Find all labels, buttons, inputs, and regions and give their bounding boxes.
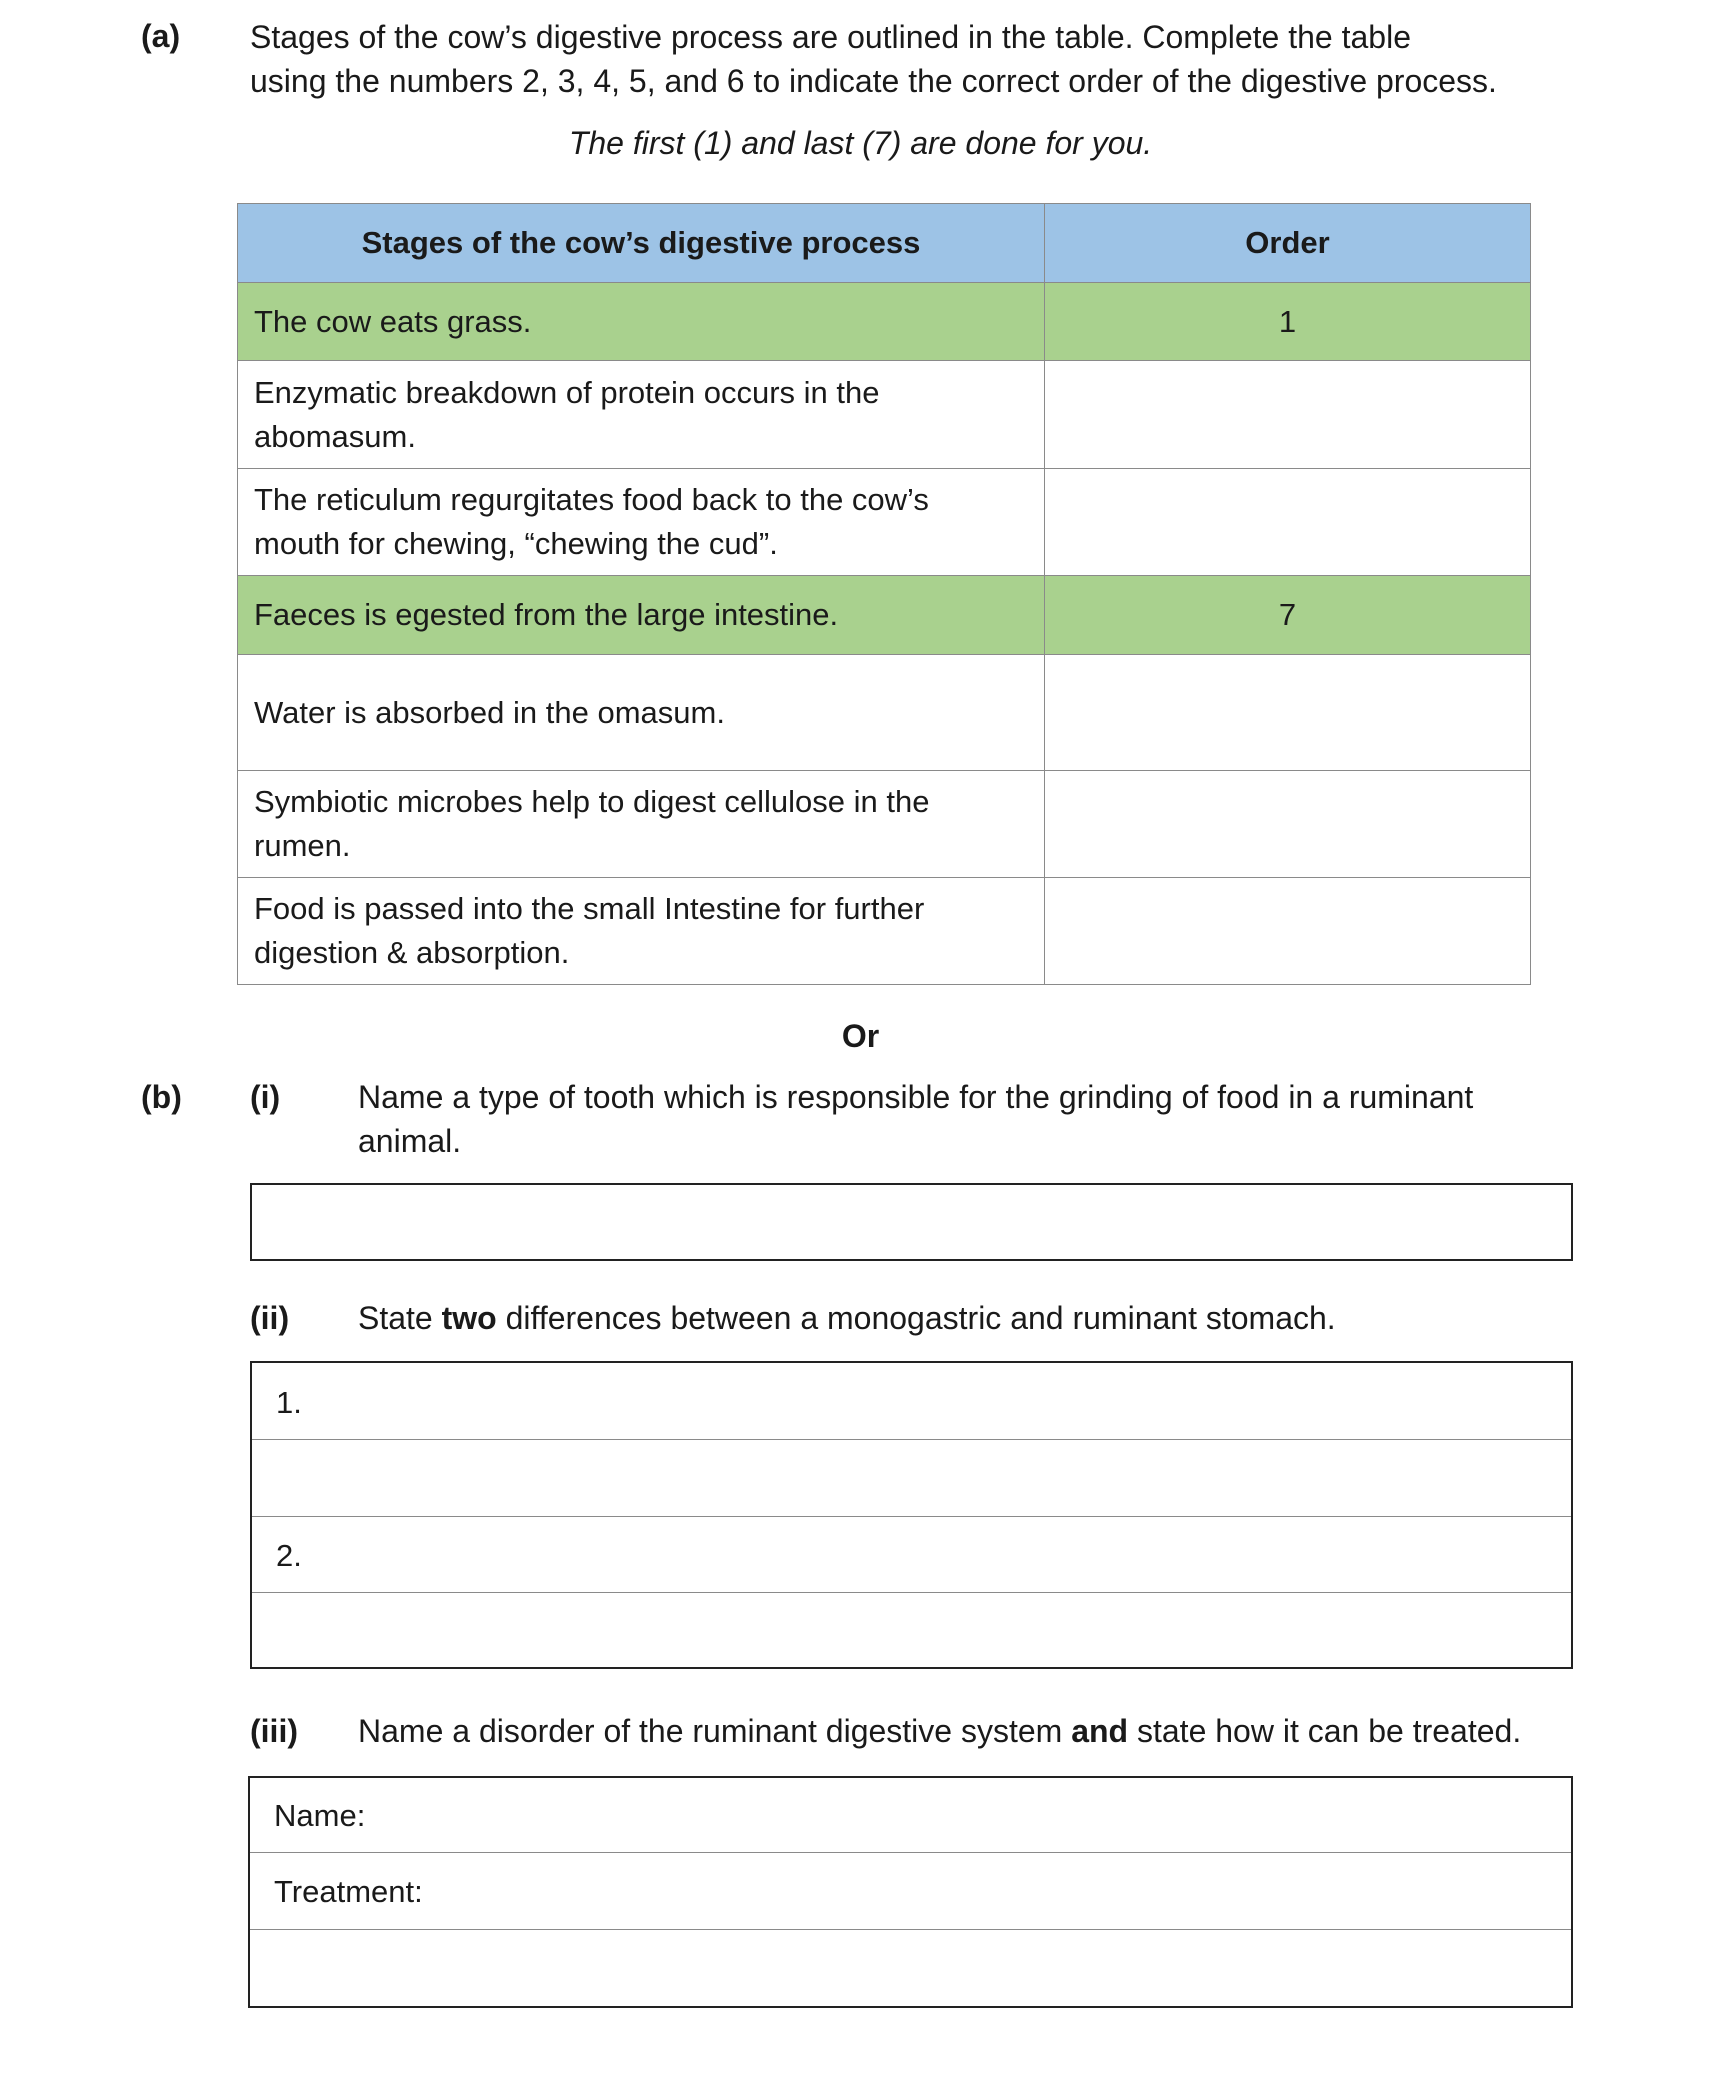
stage-cell <box>238 878 1045 985</box>
question-i-text-line2: animal. <box>358 1123 462 1159</box>
part-a-note: The first (1) and last (7) are done for you. <box>568 125 1153 161</box>
table-row <box>238 469 1531 576</box>
stage-cell <box>238 361 1045 469</box>
stage-cell <box>238 469 1045 576</box>
table-row <box>238 771 1531 878</box>
stages-table <box>237 203 1531 985</box>
answer-row-divider <box>250 1852 1571 1853</box>
question-iii-text-bold: and <box>1071 1713 1129 1749</box>
answer-box-i[interactable] <box>250 1183 1573 1261</box>
name-label: Name: <box>274 1798 366 1833</box>
treatment-label: Treatment: <box>274 1874 423 1909</box>
or-label: Or <box>841 1018 880 1054</box>
answer-row-divider <box>252 1439 1571 1440</box>
order-cell: 7 <box>1045 576 1531 655</box>
question-i-label: (i) <box>250 1079 281 1115</box>
part-b-label: (b) <box>141 1079 182 1115</box>
stage-text: Faeces is egested from the large intestine. <box>254 597 839 632</box>
stage-cell <box>238 655 1045 771</box>
table-row <box>238 576 1531 655</box>
question-i-text-line1: Name a type of tooth which is responsible for the grinding of food in a ruminant <box>358 1079 1474 1115</box>
stage-cell <box>238 576 1045 655</box>
order-answer-cell[interactable] <box>1045 771 1531 878</box>
question-ii-text-bold: two <box>441 1300 497 1336</box>
answer-row-divider <box>252 1516 1571 1517</box>
part-a-instruction-line1: Stages of the cow’s digestive process are outlined in the table. Complete the table <box>250 19 1411 55</box>
answer-row-divider <box>250 1929 1571 1930</box>
question-ii-text <box>358 1296 1336 1340</box>
order-answer-cell[interactable] <box>1045 878 1531 985</box>
stage-text: abomasum. <box>254 418 416 454</box>
question-iii-text-after: state how it can be treated. <box>1128 1713 1522 1749</box>
stage-text: mouth for chewing, “chewing the cud”. <box>254 526 778 561</box>
question-ii-text-after: differences between a monogastric and ruminant stomach. <box>496 1300 1336 1336</box>
stage-text: Symbiotic microbes help to digest cellulose in the <box>254 784 930 819</box>
question-iii-text <box>358 1709 1521 1753</box>
table-row <box>238 283 1531 361</box>
stage-text: Food is passed into the small Intestine for further <box>254 891 925 926</box>
question-ii-text-before: State <box>358 1300 442 1336</box>
part-a-label: (a) <box>141 18 181 54</box>
table-row <box>238 878 1531 985</box>
table-row <box>238 361 1531 469</box>
answer-1-label: 1. <box>276 1385 302 1420</box>
question-ii-label: (ii) <box>250 1300 290 1336</box>
stage-text: Enzymatic breakdown of protein occurs in the <box>254 374 880 410</box>
answer-box-iii[interactable] <box>248 1776 1573 2008</box>
answer-2-label: 2. <box>276 1538 302 1573</box>
stage-text: The reticulum regurgitates food back to the cow’s <box>254 482 929 517</box>
question-iii-text-before: Name a disorder of the ruminant digestive system <box>358 1713 1072 1749</box>
answer-box-ii[interactable] <box>250 1361 1573 1669</box>
stage-text: The cow eats grass. <box>254 303 532 339</box>
order-answer-cell[interactable] <box>1045 361 1531 469</box>
stage-text: rumen. <box>254 828 351 863</box>
table-header-row <box>238 204 1531 283</box>
stage-cell <box>238 771 1045 878</box>
part-a-instruction-line2: using the numbers 2, 3, 4, 5, and 6 to indicate the correct order of the digestive process. <box>250 63 1497 99</box>
header-stages: Stages of the cow’s digestive process <box>238 204 1045 283</box>
stage-text: digestion & absorption. <box>254 935 570 970</box>
table-row <box>238 655 1531 771</box>
header-order: Order <box>1045 204 1531 283</box>
order-answer-cell[interactable] <box>1045 655 1531 771</box>
order-cell: 1 <box>1045 283 1531 361</box>
answer-row-divider <box>252 1592 1571 1593</box>
question-iii-label: (iii) <box>250 1713 298 1749</box>
stage-text: Water is absorbed in the omasum. <box>254 694 725 730</box>
order-answer-cell[interactable] <box>1045 469 1531 576</box>
stage-cell <box>238 283 1045 361</box>
